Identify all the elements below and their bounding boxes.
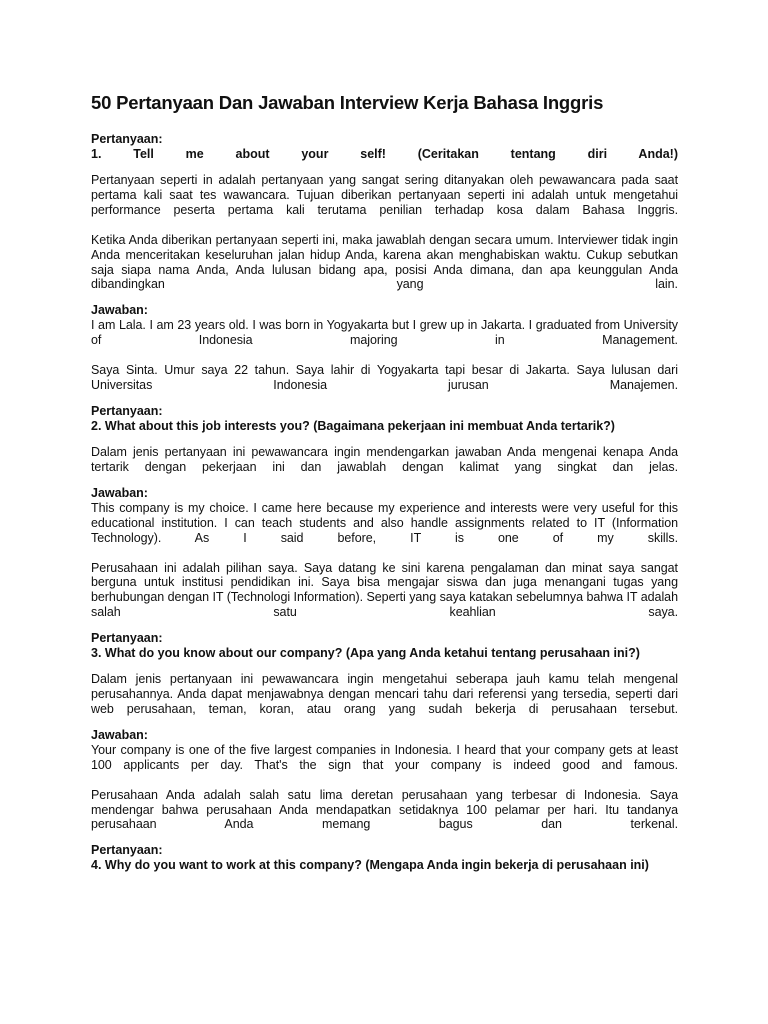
answer-paragraph: Your company is one of the five largest companies in Indonesia. I heard that your company gets at least 100 applicants per day. That's the sign that your company is indeed good and famous.	[91, 742, 678, 772]
explanation-paragraph: Ketika Anda diberikan pertanyaan seperti ini, maka jawablah dengan secara umum. Interviewer tidak ingin Anda menceritakan keseluruhan jalan hidup Anda, karena akan menghabiskan waktu. Cukup sebutkan saja siapa nama Anda, Anda lulusan bidang apa, posisi Anda dimana, dan apa keunggulan Anda dibandingkan yang lain.	[91, 232, 678, 292]
answer-label: Jawaban:	[91, 485, 148, 500]
qa-section-2	[91, 404, 678, 620]
question-label: Pertanyaan:	[91, 403, 163, 418]
answer-label: Jawaban:	[91, 727, 148, 742]
explanation-paragraph: Pertanyaan seperti in adalah pertanyaan yang sangat sering ditanyakan oleh pewawancara pada saat pertama kali saat tes wawancara. Tujuan diberikan pertanyaan seperti ini adalah untuk mengetahui performance peserta pertama kali terutama penilian terhadap kosa dalam Bahasa Inggris.	[91, 173, 678, 217]
answer-paragraph: Perusahaan ini adalah pilihan saya. Saya datang ke sini karena pengalaman dan minat saya sangat berguna untuk institusi pendidikan ini. Saya bisa mengajar siswa dan juga menangani tugas yang berhubungan dengan IT (Technologi Information). Seperti yang saya katakan sebelumnya bahwa IT adalah salah satu keahlian saya.	[91, 560, 678, 620]
question-label: Pertanyaan:	[91, 843, 163, 858]
answer-paragraph: I am Lala. I am 23 years old. I was born in Yogyakarta but I grew up in Jakarta. I graduated from University of Indonesia majoring in Management.	[91, 318, 678, 348]
explanation-paragraph: Dalam jenis pertanyaan ini pewawancara ingin mengetahui seberapa jauh kamu telah mengenal perusahannya. Anda dapat menjawabnya dengan mencari tahu dari referensi yang tersedia, seperti dari web perusahaan, teman, koran, atau orang yang sudah bekerja di perusahaan tersebut.	[91, 672, 678, 716]
explanation-paragraph: Dalam jenis pertanyaan ini pewawancara ingin mendengarkan jawaban Anda mengenai kenapa Anda tertarik dengan pekerjaan ini dan jawablah dengan kalimat yang singkat dan jelas.	[91, 444, 678, 474]
question-text: 4. Why do you want to work at this company? (Mengapa Anda ingin bekerja di perusahaan ini)	[91, 858, 649, 873]
qa-section-1	[91, 132, 678, 393]
answer-label: Jawaban:	[91, 303, 148, 318]
document-title: 50 Pertanyaan Dan Jawaban Interview Kerja Bahasa Inggris	[91, 92, 604, 113]
answer-paragraph: This company is my choice. I came here because my experience and interests were very useful for this educational institution. I can teach students and also handle assignments related to IT (Information Technology). As I said before, IT is one of my skills.	[91, 500, 678, 545]
question-text: 2. What about this job interests you? (Bagaimana pekerjaan ini membuat Anda tertarik?)	[91, 418, 615, 433]
question-text: 3. What do you know about our company? (Apa yang Anda ketahui tentang perusahaan ini?)	[91, 646, 640, 661]
qa-section-4	[91, 843, 678, 873]
answer-paragraph: Perusahaan Anda adalah salah satu lima deretan perusahaan yang terbesar di Indonesia. Saya mendengar bahwa perusahaan Anda mendapatkan setidaknya 100 pelamar per hari. Itu tandanya perusahaan Anda memang bagus dan terkenal.	[91, 787, 678, 832]
qa-section-3	[91, 631, 678, 832]
question-label: Pertanyaan:	[91, 631, 163, 646]
document-page	[91, 92, 678, 873]
question-text: 1. Tell me about your self! (Ceritakan tentang diri Anda!)	[91, 147, 678, 161]
question-label: Pertanyaan:	[91, 132, 163, 146]
answer-paragraph: Saya Sinta. Umur saya 22 tahun. Saya lahir di Yogyakarta tapi besar di Jakarta. Saya lulusan dari Universitas Indonesia jurusan Manajemen.	[91, 363, 678, 393]
